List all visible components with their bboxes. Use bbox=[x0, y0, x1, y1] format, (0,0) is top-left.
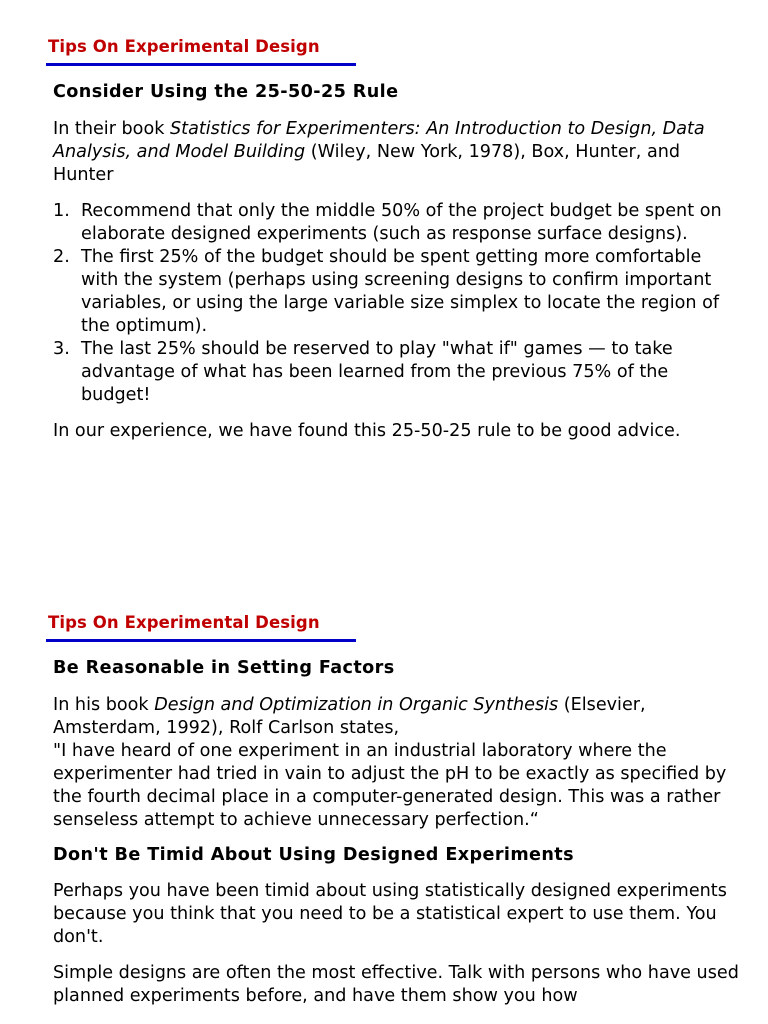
list-item-text: The first 25% of the budget should be spent getting more comfortable with the system (perhaps using screening designs to confirm important variables, or using the large variable size simplex to locate the region of the optimum). bbox=[81, 247, 720, 336]
list-item-number: 3. bbox=[53, 339, 70, 359]
list-item-number: 2. bbox=[53, 247, 70, 267]
section2-heading-reasonable: Be Reasonable in Setting Factors bbox=[53, 658, 395, 678]
section1-book-title: Statistics for Experimenters: An Introduction to Design, Data Analysis, and Model Building bbox=[53, 119, 705, 162]
section2-book-suffix: (Elsevier, Amsterdam, 1992), Rolf Carlson states, bbox=[53, 695, 646, 738]
list-item bbox=[53, 200, 743, 246]
section1-heading: Consider Using the 25-50-25 Rule bbox=[53, 82, 399, 102]
section1-content bbox=[53, 81, 743, 443]
section2-banner-title: Tips On Experimental Design bbox=[48, 613, 320, 632]
section2-quote: "I have heard of one experiment in an industrial laboratory where the experimenter had tried in vain to adjust the pH to be exactly as specified by the fourth decimal place in a computer-generated design. This was a rather senseless attempt to achieve unnecessary perfection.“ bbox=[53, 741, 727, 830]
section1-banner-title: Tips On Experimental Design bbox=[48, 37, 320, 56]
list-item-text: Recommend that only the middle 50% of the project budget be spent on elaborate designed experiments (such as response surface designs). bbox=[81, 201, 722, 244]
section2-book-ref bbox=[53, 694, 743, 740]
section2-book-prefix: In his book bbox=[53, 695, 155, 715]
list-item bbox=[53, 246, 743, 338]
section1-intro bbox=[53, 118, 743, 187]
section2-para-simple: Simple designs are often the most effective. Talk with persons who have used planned experiments before, and have them show you how bbox=[53, 963, 739, 1006]
section1-rule-list bbox=[53, 200, 743, 407]
section2-book-title: Design and Optimization in Organic Synthesis bbox=[154, 695, 559, 715]
section1-banner-rule bbox=[46, 63, 356, 66]
list-item-text: The last 25% should be reserved to play "what if" games — to take advantage of what has been learned from the previous 75% of the budget! bbox=[81, 339, 673, 405]
section2-para-timid: Perhaps you have been timid about using statistically designed experiments because you think that you need to be a statistical expert to use them. You don't. bbox=[53, 881, 727, 947]
section1-closing: In our experience, we have found this 25-50-25 rule to be good advice. bbox=[53, 421, 681, 441]
list-item bbox=[53, 338, 743, 407]
section1-intro-prefix: In their book bbox=[53, 119, 170, 139]
section2-content bbox=[53, 657, 743, 1008]
section2-banner-rule bbox=[46, 639, 356, 642]
list-item-number: 1. bbox=[53, 201, 70, 221]
section2-heading-timid: Don't Be Timid About Using Designed Experiments bbox=[53, 845, 574, 865]
section1-intro-suffix: (Wiley, New York, 1978), Box, Hunter, and Hunter bbox=[53, 142, 681, 185]
